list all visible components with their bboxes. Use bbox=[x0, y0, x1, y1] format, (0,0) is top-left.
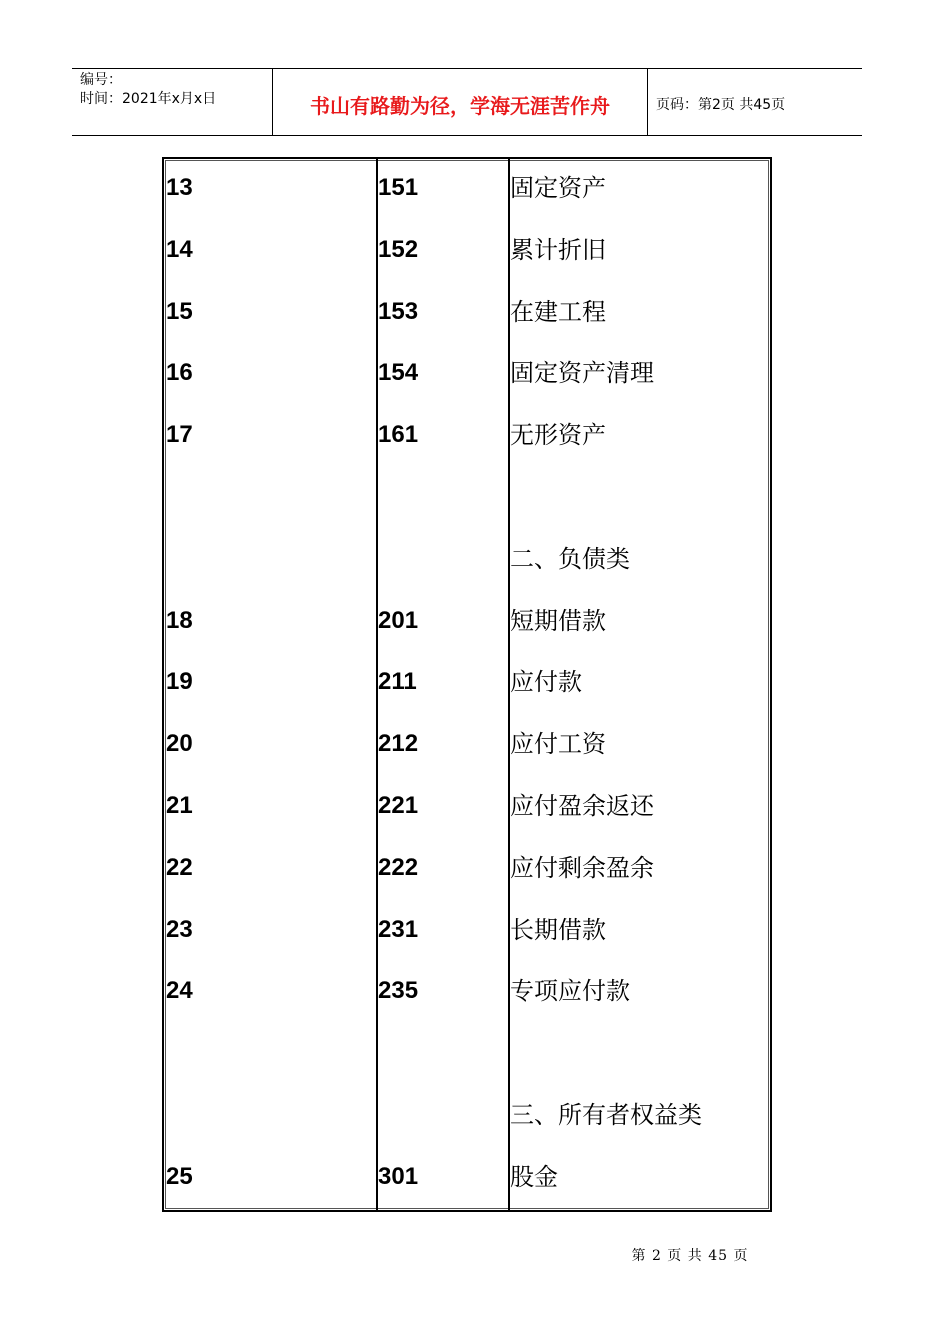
header-page-info: 页码：第2页 共45页 bbox=[656, 97, 786, 113]
account-code: 212 bbox=[378, 730, 419, 758]
table-row bbox=[164, 606, 770, 636]
row-number: 23 bbox=[166, 915, 193, 943]
table-row bbox=[164, 915, 770, 945]
account-code: 231 bbox=[378, 915, 419, 943]
account-code: 153 bbox=[378, 297, 419, 325]
account-name: 长期借款 bbox=[510, 915, 606, 944]
table-row bbox=[164, 1038, 770, 1068]
account-code: 221 bbox=[378, 792, 419, 819]
row-number: 19 bbox=[166, 668, 193, 696]
table-row bbox=[164, 420, 770, 450]
footer-page-number: 第 2 页 共 45 页 bbox=[631, 1248, 749, 1264]
row-number: 20 bbox=[166, 730, 193, 758]
account-name: 专项应付款 bbox=[510, 977, 630, 1006]
table-row bbox=[164, 482, 770, 512]
row-number: 24 bbox=[166, 977, 193, 1005]
account-code: 154 bbox=[378, 359, 419, 387]
row-number: 17 bbox=[166, 421, 193, 449]
account-name: 三、所有者权益类 bbox=[510, 1101, 702, 1129]
slogan: 书山有路勤为径，学海无涯苦作舟 bbox=[310, 94, 610, 118]
account-code: 222 bbox=[378, 853, 419, 881]
row-number: 14 bbox=[166, 235, 193, 263]
account-name: 无形资产 bbox=[510, 421, 606, 450]
account-name: 应付剩余盈余 bbox=[510, 853, 654, 882]
account-name: 股金 bbox=[510, 1162, 558, 1191]
table-row bbox=[164, 544, 770, 574]
account-name: 应付工资 bbox=[510, 730, 606, 759]
account-table bbox=[162, 157, 772, 1212]
account-name: 应付款 bbox=[510, 668, 582, 697]
table-row bbox=[164, 1100, 770, 1130]
table-row bbox=[164, 358, 770, 388]
row-number: 13 bbox=[166, 174, 193, 201]
row-number: 15 bbox=[166, 297, 193, 325]
serial-label: 编号： bbox=[80, 72, 122, 88]
row-number: 25 bbox=[166, 1162, 193, 1190]
account-code: 201 bbox=[378, 606, 419, 634]
account-name: 应付盈余返还 bbox=[510, 792, 654, 820]
account-name: 在建工程 bbox=[510, 297, 606, 326]
header-page-cell bbox=[648, 69, 862, 135]
header-slogan-cell bbox=[273, 69, 648, 135]
table-row bbox=[164, 235, 770, 265]
table-row bbox=[164, 853, 770, 883]
account-name: 固定资产清理 bbox=[510, 359, 654, 388]
table-row bbox=[164, 729, 770, 759]
table-row bbox=[164, 1162, 770, 1192]
account-name: 固定资产 bbox=[510, 174, 606, 202]
page-header bbox=[72, 68, 862, 136]
row-number: 21 bbox=[166, 792, 193, 819]
account-code: 235 bbox=[378, 977, 419, 1005]
account-name: 短期借款 bbox=[510, 606, 606, 635]
table-row bbox=[164, 667, 770, 697]
account-code: 152 bbox=[378, 235, 419, 263]
table-row bbox=[164, 173, 770, 203]
row-number: 22 bbox=[166, 853, 193, 881]
page-footer bbox=[0, 1245, 950, 1265]
table-row bbox=[164, 791, 770, 821]
time-label: 时间：2021年x月x日 bbox=[80, 91, 217, 107]
account-code: 151 bbox=[378, 174, 419, 201]
row-number: 18 bbox=[166, 606, 193, 634]
row-number: 16 bbox=[166, 359, 193, 387]
account-name: 二、负债类 bbox=[510, 544, 630, 573]
account-code: 211 bbox=[378, 668, 417, 696]
account-code: 161 bbox=[378, 421, 419, 449]
account-code: 301 bbox=[378, 1162, 419, 1190]
header-meta-cell bbox=[72, 69, 273, 135]
table-row bbox=[164, 297, 770, 327]
account-name: 累计折旧 bbox=[510, 235, 606, 264]
table-row bbox=[164, 976, 770, 1006]
